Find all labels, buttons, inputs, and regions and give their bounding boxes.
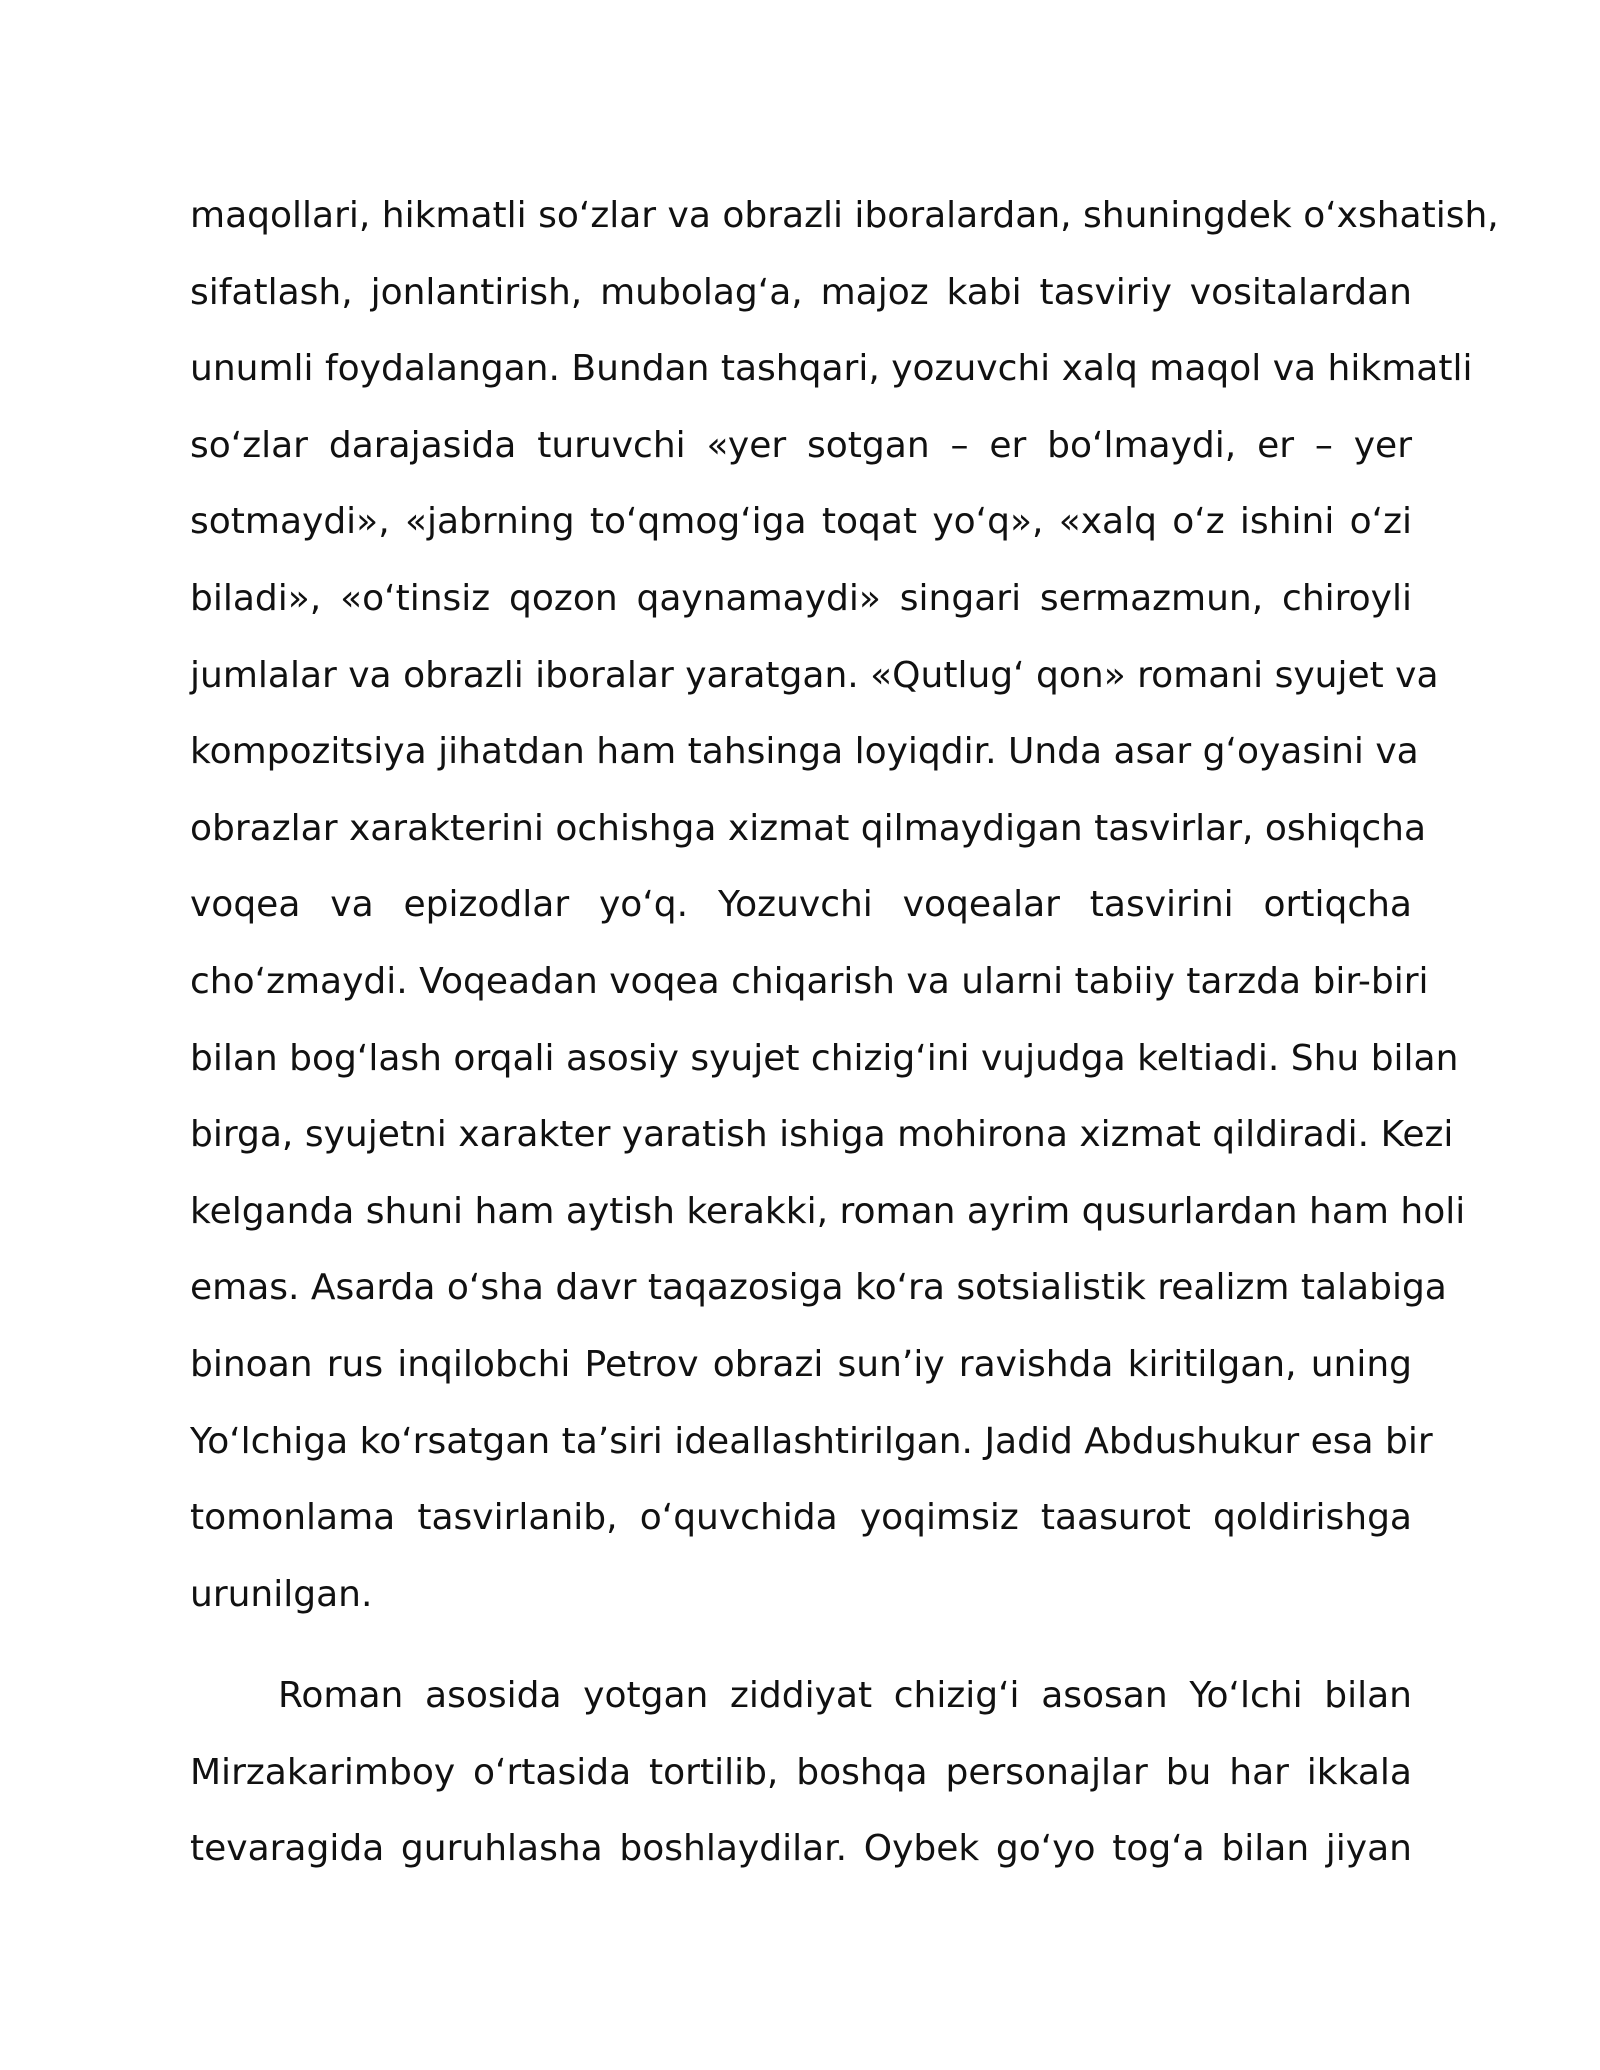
text-line: so‘zlar darajasida turuvchi «yer sotgan – er bo‘lmaydi, er – yer xyxy=(190,424,1412,466)
paragraph-2 xyxy=(190,1658,1412,1888)
text-line: unumli foydalangan. Bundan tashqari, yozuvchi xalq maqol va hikmatli xyxy=(190,348,1473,390)
text-line: Mirzakarimboy o‘rtasida tortilib, boshqa personajlar bu har ikkala xyxy=(190,1751,1412,1793)
paragraph-1 xyxy=(190,178,1499,1633)
text-line: voqea va epizodlar yo‘q. Yozuvchi voqealar tasvirini ortiqcha xyxy=(190,884,1412,926)
text-line: kompozitsiya jihatdan ham tahsinga loyiqdir. Unda asar g‘oyasini va xyxy=(190,731,1419,773)
text-line: bilan bog‘lash orqali asosiy syujet chizig‘ini vujudga keltiadi. Shu bilan xyxy=(190,1037,1459,1079)
text-line: sifatlash, jonlantirish, mubolag‘a, majoz kabi tasviriy vositalardan xyxy=(190,271,1412,313)
text-line: obrazlar xarakterini ochishga xizmat qilmaydigan tasvirlar, oshiqcha xyxy=(190,807,1427,849)
text-line: binoan rus inqilobchi Petrov obrazi sun’iy ravishda kiritilgan, uning xyxy=(190,1343,1412,1385)
text-line: emas. Asarda o‘sha davr taqazosiga ko‘ra sotsialistik realizm talabiga xyxy=(190,1267,1447,1309)
text-line: Yo‘lchiga ko‘rsatgan ta’siri ideallashtirilgan. Jadid Abdushukur esa bir xyxy=(190,1420,1433,1462)
text-line: jumlalar va obrazli iboralar yaratgan. «Qutlug‘ qon» romani syujet va xyxy=(190,654,1439,696)
text-line: sotmaydi», «jabrning to‘qmog‘iga toqat yo‘q», «xalq o‘z ishini o‘zi xyxy=(190,501,1412,543)
body-text xyxy=(190,178,1499,1888)
text-line: tevaragida guruhlasha boshlaydilar. Oybek go‘yo tog‘a bilan jiyan xyxy=(190,1828,1412,1870)
paragraph-spacer xyxy=(190,1633,1412,1658)
text-line: maqollari, hikmatli so‘zlar va obrazli iboralardan, shuningdek o‘xshatish, xyxy=(190,195,1499,236)
text-line: tomonlama tasvirlanib, o‘quvchida yoqimsiz taasurot qoldirishga xyxy=(190,1497,1412,1539)
text-line: biladi», «o‘tinsiz qozon qaynamaydi» singari sermazmun, chiroyli xyxy=(190,577,1412,619)
text-line: kelganda shuni ham aytish kerakki, roman ayrim qusurlardan ham holi xyxy=(190,1190,1466,1232)
text-line: cho‘zmaydi. Voqeadan voqea chiqarish va ularni tabiiy tarzda bir-biri xyxy=(190,960,1429,1002)
text-line: Roman asosida yotgan ziddiyat chizig‘i asosan Yo‘lchi bilan xyxy=(278,1675,1412,1717)
text-line: birga, syujetni xarakter yaratish ishiga mohirona xizmat qildiradi. Kezi xyxy=(190,1114,1454,1156)
text-line: urunilgan. xyxy=(190,1573,373,1615)
